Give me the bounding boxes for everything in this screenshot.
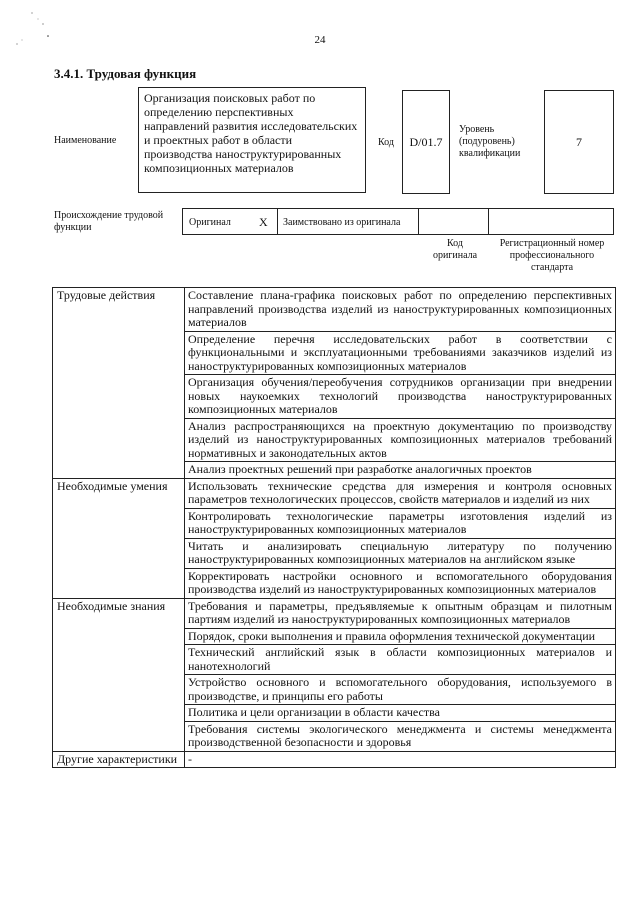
section-item: Технический английский язык в области композиционных материалов и нанотехнологий bbox=[185, 645, 616, 675]
original-label: Оригинал bbox=[189, 217, 231, 228]
level-label: Уровень (подуровень) квалификации bbox=[459, 124, 521, 159]
original-cell bbox=[182, 208, 278, 235]
origin-label: Происхождение трудовой функции bbox=[54, 210, 164, 233]
code-box bbox=[402, 90, 450, 194]
function-name-box bbox=[138, 87, 366, 193]
section-item: Организация обучения/переобучения сотрудников организации при внедрении новых наукоемких технологий производства наноструктурированных композиционных материалов bbox=[185, 375, 616, 419]
table-row bbox=[53, 598, 616, 628]
section-item: Определение перечня исследовательских работ в соответствии с функциональными и эксплуатационными требованиями заказчиков изделий из наноструктурированных композиционных материалов bbox=[185, 331, 616, 375]
section-item: Требования и параметры, предъявляемые к опытным образцам и пилотным партиям изделий из наноструктурированных композиционных материалов bbox=[185, 598, 616, 628]
section-item: Анализ проектных решений при разработке аналогичных проектов bbox=[185, 462, 616, 479]
section-item: Читать и анализировать специальную литературу по получению наноструктурированных композиционных материалов на английском языке bbox=[185, 538, 616, 568]
origin-table bbox=[182, 208, 614, 235]
code-caption: Код оригинала bbox=[432, 238, 478, 261]
section-item: Использовать технические средства для измерения и контроля основных параметров технологических процессов, свойств материалов и изделий из них bbox=[185, 478, 616, 508]
page-number: 24 bbox=[314, 34, 326, 46]
section-label: Необходимые знания bbox=[53, 598, 185, 751]
table-row bbox=[53, 478, 616, 508]
table-row bbox=[53, 288, 616, 332]
function-details-table bbox=[52, 287, 616, 768]
section-item: Корректировать настройки основного и вспомогательного оборудования производства изделий из наноструктурированных композиционных материалов bbox=[185, 568, 616, 598]
name-label: Наименование bbox=[54, 135, 117, 146]
section-item: Порядок, сроки выполнения и правила оформления технической документации bbox=[185, 628, 616, 645]
section-item: Требования системы экологического менеджмента и системы менеджмента производственной безопасности и здоровья bbox=[185, 721, 616, 751]
level-value: 7 bbox=[576, 135, 582, 149]
section-item: Анализ распространяющихся на проектную документацию по производству изделий из наноструктурированных композиционных материалов требований нормативных и законодательных актов bbox=[185, 418, 616, 462]
section-item: - bbox=[185, 751, 616, 768]
section-label: Другие характеристики bbox=[53, 751, 185, 768]
borrowed-label: Заимствовано из оригинала bbox=[283, 217, 401, 228]
original-code-cell bbox=[418, 208, 489, 235]
section-label: Трудовые действия bbox=[53, 288, 185, 479]
section-label: Необходимые умения bbox=[53, 478, 185, 598]
section-item: Контролировать технологические параметры изготовления изделий из наноструктурированных композиционных материалов bbox=[185, 508, 616, 538]
reg-number-cell bbox=[488, 208, 614, 235]
section-item: Политика и цели организации в области качества bbox=[185, 705, 616, 722]
reg-caption: Регистрационный номер профессионального стандарта bbox=[499, 238, 605, 273]
code-label: Код bbox=[378, 137, 394, 148]
section-item: Составление плана-графика поисковых работ по определению перспективных направлений производства изделий из наноструктурированных композиционных материалов bbox=[185, 288, 616, 332]
level-box bbox=[544, 90, 614, 194]
table-row bbox=[53, 751, 616, 768]
section-title: 3.4.1. Трудовая функция bbox=[54, 66, 197, 81]
borrowed-cell bbox=[277, 208, 419, 235]
original-mark: X bbox=[259, 215, 268, 229]
section-item: Устройство основного и вспомогательного оборудования, используемого в производстве, и принципы его работы bbox=[185, 675, 616, 705]
function-name-text: Организация поисковых работ по определению перспективных направлений развития исследовательских и проектных работ в области производства наноструктурированных композиционных материалов bbox=[144, 91, 358, 175]
code-value: D/01.7 bbox=[409, 135, 443, 149]
